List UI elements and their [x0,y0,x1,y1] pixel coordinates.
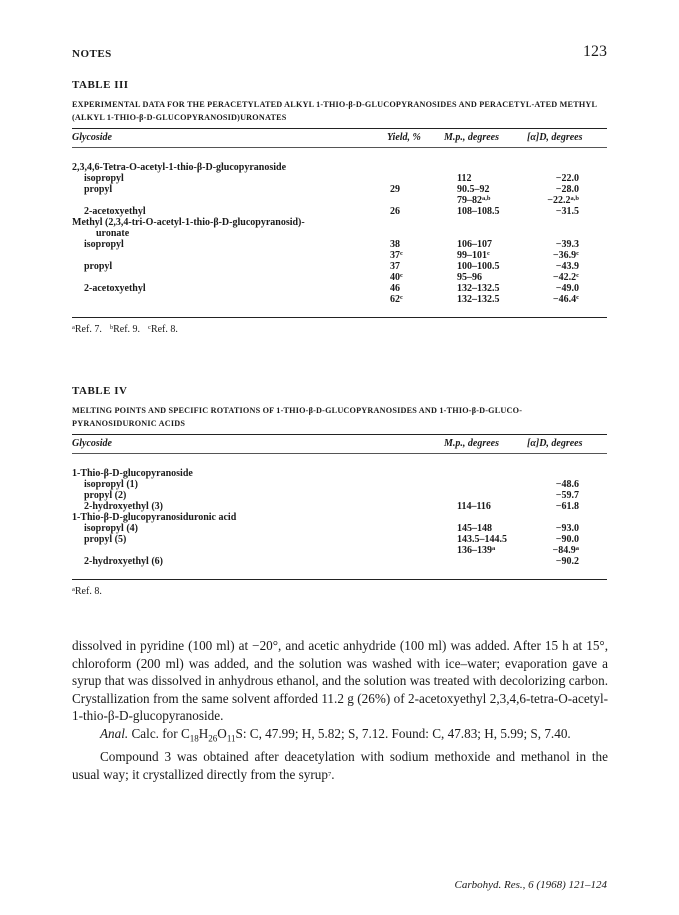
table-row [72,162,607,173]
yield-cell: 62$^c$ [390,294,403,305]
table-iv-bottom-rule [72,579,607,580]
mp-cell: 95–96 [457,272,482,283]
footnote: $^b$Ref. 9. [109,324,141,335]
rotation-cell: −90.2 [555,556,579,567]
rotation-cell: −28.0 [555,184,579,195]
rotation-cell: −46.4$^c$ [552,294,579,305]
glycoside-cell: propyl [84,261,113,272]
glycoside-cell: 2-acetoxyethyl [84,206,146,217]
table-row [72,294,607,305]
mp-cell: 79–82$^{a,b}$ [457,195,491,206]
glycoside-cell: 2-acetoxyethyl [84,283,146,294]
table-iv [72,385,607,597]
col-rotation: [α]D, degrees [527,438,583,449]
table-row [72,272,607,283]
glycoside-cell: isopropyl [84,173,124,184]
table-row [72,512,607,523]
mp-cell: 114–116 [457,501,491,512]
analysis-paragraph: Anal. Calc. for $C_{18}H_{26}O_{11}S$: C, 47.99; H, 5.82; S, 7.12. Found: C, 47.83; H, 5.99; S, 7.40. [100,725,571,744]
mp-cell: 108–108.5 [457,206,500,217]
table-row [72,206,607,217]
rotation-cell: −31.5 [555,206,579,217]
glycoside-cell: isopropyl [84,239,124,250]
rotation-cell: −22.0 [555,173,579,184]
rotation-cell: $-22.2^{a,b}$ [547,195,579,206]
glycoside-cell: propyl [84,184,113,195]
col-rotation: [α]D, degrees [527,132,583,143]
rotation-cell: −93.0 [555,523,579,534]
table-row [72,173,607,184]
table-iii-footnotes [72,324,607,335]
rotation-cell: −61.8 [555,501,579,512]
paragraph: Compound 3 was obtained after deacetylation with sodium methoxide and methanol in the usual way; it crystallized directly from the syrup$^7$. [72,749,608,782]
table-row [72,501,607,512]
page-number: 123 [583,43,607,60]
rotation-cell: −36.9$^c$ [552,250,579,261]
glycoside-cell: propyl (5) [84,534,127,545]
table-row [72,195,607,206]
table-row [72,261,607,272]
table-iv-column-headers [72,435,607,453]
yield-cell: 37$^c$ [390,250,403,261]
table-iv-header-rule [72,453,607,454]
yield-cell: 38 [390,239,400,250]
table-row [72,545,607,556]
glycoside-cell: 1-Thio-β-D-glucopyranosiduronic acid [72,512,237,523]
rotation-cell: −43.9 [555,261,579,272]
mp-cell: 143.5–144.5 [457,534,507,545]
table-iv-body [72,468,607,567]
glycoside-cell: 2-hydroxyethyl (6) [84,556,163,567]
table-iii [72,79,607,335]
rotation-cell: −39.3 [555,239,579,250]
rotation-cell: −59.7 [555,490,579,501]
mp-cell: 112 [457,173,472,184]
col-glycoside: Glycoside [72,438,112,449]
rotation-cell: −42.2$^c$ [552,272,579,283]
table-iii-header-rule [72,147,607,148]
journal-footer: Carbohyd. Res., 6 (1968) 121–124 [454,879,607,891]
col-mp: M.p., degrees [444,438,499,449]
yield-cell: 26 [390,206,400,217]
table-row [72,283,607,294]
table-row [72,479,607,490]
table-iv-footnote: $^a$Ref. 8. [72,586,102,597]
table-row [72,228,607,239]
mp-cell: 106–107 [457,239,492,250]
paragraph: dissolved in pyridine (100 ml) at −20°, and acetic anhydride (100 ml) was added. After 15 h at 15°, chloroform (200 ml) was added, and the solution was washed with ice–water; evaporation gave a syrup that was dissolved in anhydrous ethanol, and the solution was treated with decolorizing carbon. Crystallization from the same solvent afforded 11.2 g (26%) of 2-acetoxyethyl 2,3,4,6-tetra-O-acetyl-1-thio-β-D-glucopyranoside. [72,638,608,724]
table-row [72,217,607,228]
table-iii-caption: EXPERIMENTAL DATA FOR THE PERACETYLATED ALKYL 1-THIO-β-D-GLUCOPYRANOSIDES AND PERACETYL-ATED METHYL (ALKYL 1-THIO-β-D-GLUCOPYRANOSID)URONATES [72,100,597,122]
table-iii-body [72,162,607,305]
yield-cell: 40$^c$ [390,272,403,283]
yield-cell: 46 [390,283,400,294]
glycoside-cell: 1-Thio-β-D-glucopyranoside [72,468,193,479]
col-mp: M.p., degrees [444,132,499,143]
body-text [72,637,608,783]
footnote: $^a$Ref. 7. [72,324,102,335]
yield-cell: 37 [390,261,400,272]
table-row [72,239,607,250]
rotation-cell: −49.0 [555,283,579,294]
rotation-cell: −90.0 [555,534,579,545]
yield-cell: 29 [390,184,400,195]
table-row [72,184,607,195]
glycoside-cell: uronate [96,228,130,239]
footnote: $^c$Ref. 8. [148,324,178,335]
glycoside-cell: isopropyl (4) [84,523,138,534]
glycoside-cell: isopropyl (1) [84,479,138,490]
glycoside-cell: 2,3,4,6-Tetra-O-acetyl-1-thio-β-D-glucopyranoside [72,162,287,173]
mp-cell: 100–100.5 [457,261,500,272]
col-glycoside: Glycoside [72,132,112,143]
table-row [72,534,607,545]
running-header: NOTES [72,48,112,60]
mp-cell: 132–132.5 [457,294,500,305]
table-iv-caption: MELTING POINTS AND SPECIFIC ROTATIONS OF 1-THIO-β-D-GLUCOPYRANOSIDES AND 1-THIO-β-D-GLUCO-PYRANOSIDURONIC ACIDS [72,406,523,428]
mp-cell: 99–101$^c$ [457,250,490,261]
table-iv-label: TABLE IV [72,385,128,397]
table-row [72,523,607,534]
table-row [72,250,607,261]
mp-cell: 136–139$^a$ [457,545,496,556]
table-iii-column-headers [72,129,607,147]
rotation-cell: −48.6 [555,479,579,490]
col-yield: Yield, % [387,132,421,143]
glycoside-cell: Methyl (2,3,4-tri-O-acetyl-1-thio-β-D-glucopyranosid)- [72,217,305,228]
table-row [72,490,607,501]
mp-cell: 145–148 [457,523,492,534]
glycoside-cell: 2-hydroxyethyl (3) [84,501,163,512]
table-row [72,468,607,479]
table-iii-label: TABLE III [72,79,129,91]
table-iii-bottom-rule [72,317,607,318]
mp-cell: 90.5–92 [457,184,490,195]
table-row [72,556,607,567]
rotation-cell: −84.9$^a$ [552,545,579,556]
mp-cell: 132–132.5 [457,283,500,294]
glycoside-cell: propyl (2) [84,490,127,501]
